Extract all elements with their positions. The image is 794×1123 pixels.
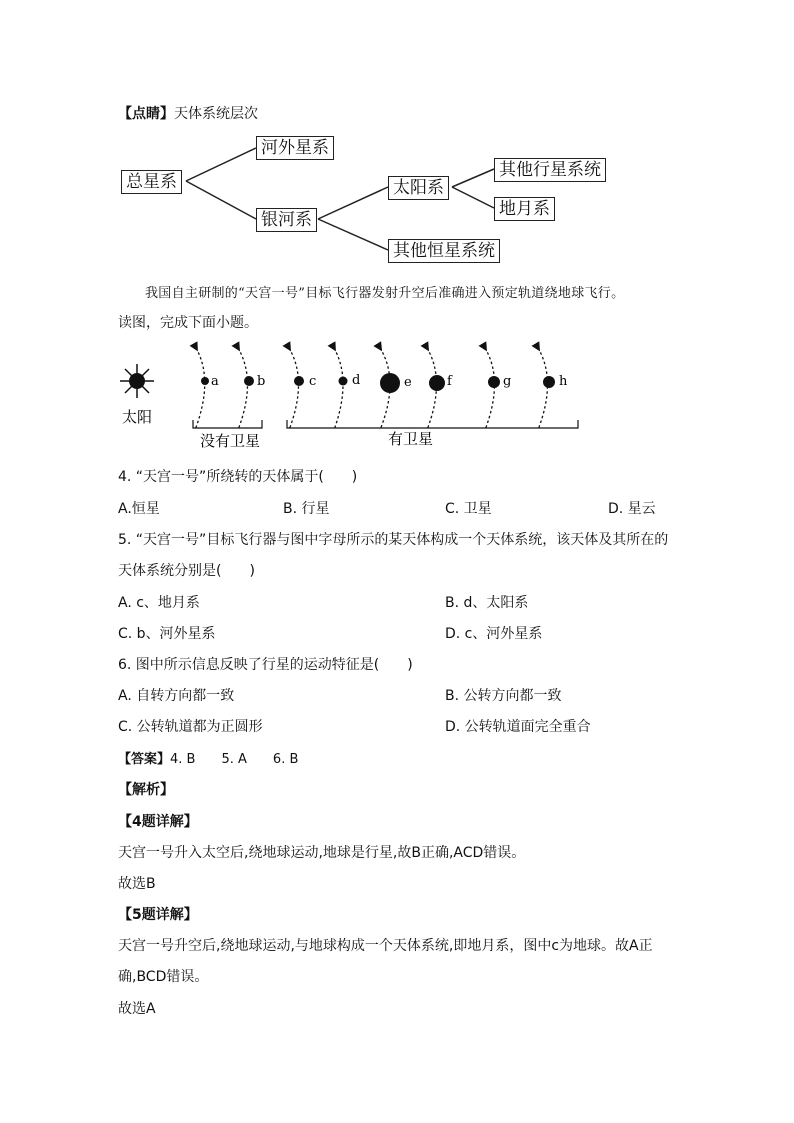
q5-option-b: B. d、太阳系 [445, 595, 529, 611]
q5-option-d: D. c、河外星系 [445, 626, 543, 642]
q5-option-c: C. b、河外星系 [118, 626, 216, 642]
orbit-d [334, 348, 343, 430]
q5-stem-line1: 5. “天宫一号”目标飞行器与图中字母所示的某天体构成一个天体系统，该天体及其所在的 [118, 532, 669, 548]
hierarchy-lines [0, 0, 794, 280]
planet-d [339, 377, 348, 386]
orbit-b [238, 348, 248, 430]
letter-a: a [211, 374, 219, 389]
letter-d: d [352, 373, 361, 388]
letter-g: g [503, 374, 512, 389]
q6-option-c: C. 公转轨道都为正圆形 [118, 719, 263, 735]
letter-b: b [257, 374, 266, 389]
orbit-h [538, 348, 548, 430]
intro-text: 我国自主研制的“天宫一号”目标飞行器发射升空后准确进入预定轨道绕地球飞行。 [145, 286, 625, 301]
planet-c [294, 376, 304, 386]
detail5-choice: 故选A [118, 1001, 156, 1017]
detail4-tag: 【4题详解】 [118, 814, 198, 830]
bracket-no-satellite [193, 420, 262, 428]
letter-c: c [309, 374, 317, 389]
answer-line [118, 748, 298, 767]
q4-option-c: C. 卫星 [445, 501, 492, 517]
planet-a [201, 377, 209, 385]
planet-e [380, 373, 400, 393]
q4-option-a: A.恒星 [118, 501, 160, 517]
has-satellite-label: 有卫星 [388, 430, 434, 448]
detail5-tag: 【5题详解】 [118, 907, 198, 923]
q5-option-a: A. c、地月系 [118, 595, 200, 611]
node-root: 总星系 [121, 170, 182, 194]
orbit-a [195, 348, 205, 430]
detail5-text-line2: 确,BCD错误。 [118, 969, 209, 985]
letter-f: f [447, 374, 452, 389]
answer-tag: 【答案】 [118, 752, 171, 767]
node-other-planet-systems: 其他行星系统 [494, 158, 606, 182]
no-satellite-label: 没有卫星 [200, 432, 261, 450]
node-earth-moon: 地月系 [494, 197, 555, 221]
orbit-figure [0, 340, 794, 460]
q4-stem: 4. “天宫一号”所绕转的天体属于( ) [118, 469, 358, 485]
q4-option-b: B. 行星 [283, 501, 330, 517]
q6-option-a: A. 自转方向都一致 [118, 688, 235, 704]
letter-e: e [404, 375, 412, 390]
read-prompt: 读图，完成下面小题。 [118, 315, 258, 331]
planet-h [543, 376, 555, 388]
orbit-g [485, 348, 495, 430]
planet-g [488, 376, 500, 388]
node-solar-system: 太阳系 [388, 176, 449, 200]
answer-4: 4. B [170, 752, 196, 767]
node-other-star-systems: 其他恒星系统 [388, 239, 500, 263]
answer-6: 6. B [272, 752, 299, 767]
letter-h: h [559, 374, 568, 389]
dianjing-text: 天体系统层次 [174, 106, 258, 122]
q4-option-d: D. 星云 [608, 501, 656, 517]
q6-stem: 6. 图中所示信息反映了行星的运动特征是( ) [118, 657, 413, 673]
sun-icon [120, 364, 154, 398]
analysis-tag: 【解析】 [118, 782, 174, 798]
planet-b [244, 376, 254, 386]
bracket-has-satellite [287, 420, 578, 428]
q5-stem-line2: 天体系统分别是( ) [118, 563, 255, 579]
orbit-c [289, 348, 299, 430]
node-outside-galaxy: 河外星系 [256, 136, 334, 160]
planet-f [429, 375, 445, 391]
dianjing-tag: 【点睛】 [118, 106, 174, 122]
q6-option-d: D. 公转轨道面完全重合 [445, 719, 591, 735]
detail5-text-line1: 天宫一号升空后,绕地球运动,与地球构成一个天体系统,即地月系，图中c为地球。故A正 [118, 938, 653, 954]
sun-label: 太阳 [122, 408, 153, 426]
detail4-text: 天宫一号升入太空后,绕地球运动,地球是行星,故B正确,ACD错误。 [118, 845, 526, 861]
answer-5: 5. A [221, 752, 247, 767]
detail4-choice: 故选B [118, 876, 156, 892]
node-milky-way: 银河系 [256, 208, 317, 232]
q6-option-b: B. 公转方向都一致 [445, 688, 562, 704]
